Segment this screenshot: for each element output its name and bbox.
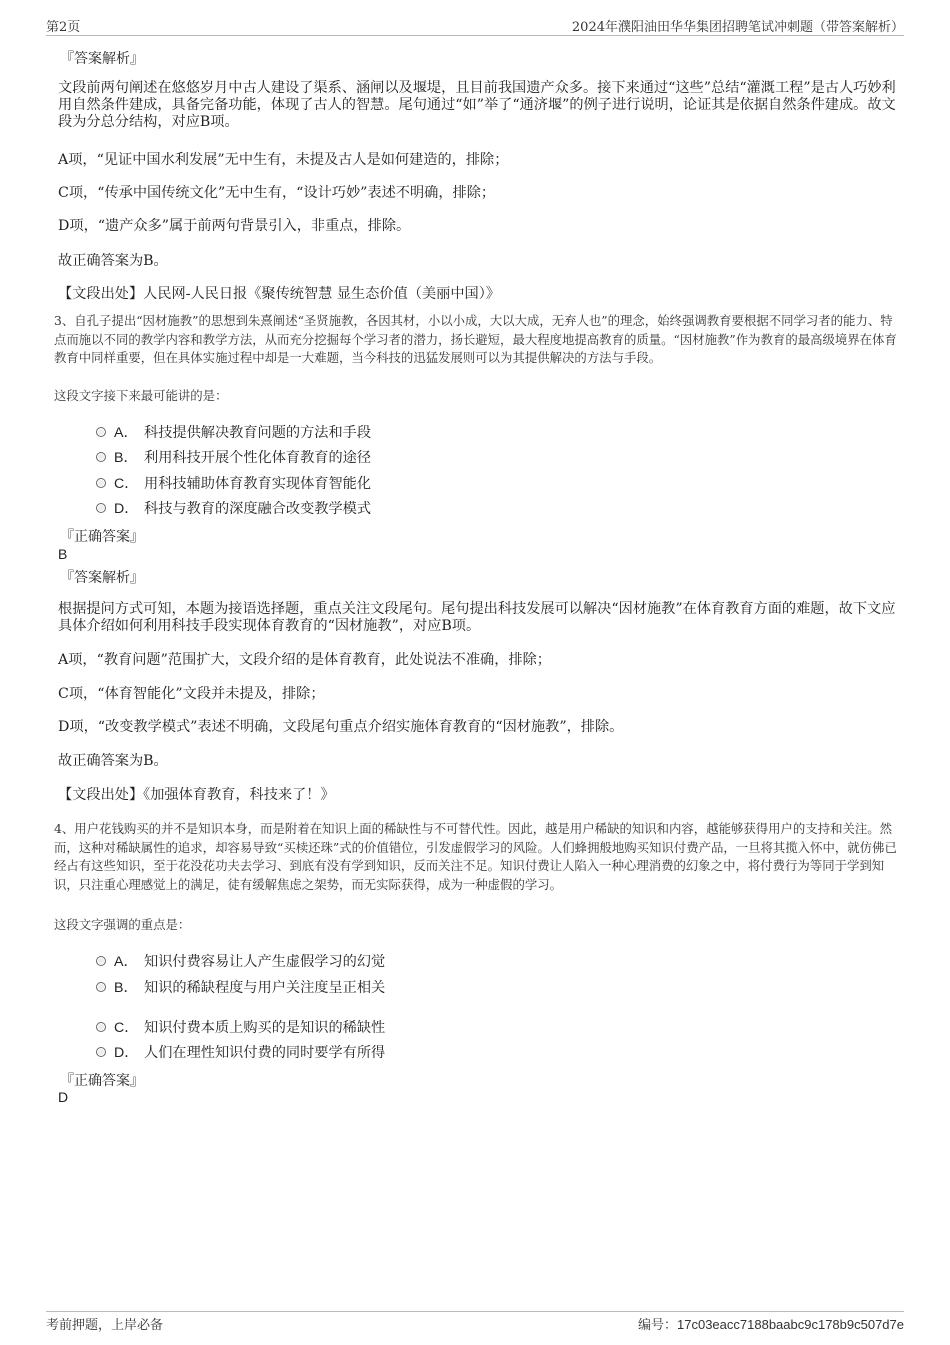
passage-source: 【文段出处】人民网-人民日报《聚传统智慧 显生态价值（美丽中国）》 — [58, 286, 501, 302]
analysis-option-a: A项，“教育问题”范围扩大，文段介绍的是体育教育，此处说法不准确，排除； — [58, 652, 551, 668]
analysis-option-a: A项，“见证中国水利发展”无中生有，未提及古人是如何建造的，排除； — [58, 152, 509, 168]
analysis-tag: 『答案解析』 — [60, 570, 144, 586]
correct-answer: D — [58, 1089, 69, 1105]
radio-button[interactable] — [96, 478, 106, 488]
analysis-paragraph: 根据提问方式可知，本题为接语选择题，重点关注文段尾句。尾句提出科技发展可以解决“因材施教”在体育教育方面的难题，故下文应具体介绍如何利用科技手段实现体育教育的“因材施教”，对应B项。 — [58, 601, 896, 634]
analysis-paragraph: 文段前两句阐述在悠悠岁月中古人建设了渠系、涵闸以及堰堤，且目前我国遗产众多。接下来通过“这些”总结“灌溉工程”是古人巧妙利用自然条件建成，具备完备功能，体现了古人的智慧。尾句通过“如”举了“通济堰”的例子进行说明，论证其是依据自然条件建成。故文段为分总分结构，对应B项。 — [58, 80, 896, 130]
analysis-option-c: C项，“传承中国传统文化”无中生有，“设计巧妙”表述不明确，排除； — [58, 185, 496, 201]
radio-button[interactable] — [96, 427, 106, 437]
question-4-prompt: 这段文字强调的重点是： — [54, 917, 191, 932]
page-header — [46, 16, 904, 34]
radio-button[interactable] — [96, 956, 106, 966]
analysis-conclusion: 故正确答案为B。 — [58, 753, 168, 769]
correct-answer: B — [58, 546, 68, 562]
analysis-conclusion: 故正确答案为B。 — [58, 253, 168, 269]
radio-button[interactable] — [96, 452, 106, 462]
correct-answer-tag: 『正确答案』 — [60, 529, 144, 545]
page-number: 第2页 — [46, 20, 81, 35]
radio-button[interactable] — [96, 1022, 106, 1032]
radio-button[interactable] — [96, 1047, 106, 1057]
question-4-option-b[interactable]: B． 知识的稀缺程度与用户关注度呈正相关 — [96, 977, 696, 997]
radio-button[interactable] — [96, 503, 106, 513]
question-3-prompt: 这段文字接下来最可能讲的是： — [54, 388, 228, 403]
question-3-option-a[interactable]: A． 科技提供解决教育问题的方法和手段 — [96, 422, 696, 442]
analysis-option-d: D项，“改变教学模式”表述不明确，文段尾句重点介绍实施体育教育的“因材施教”，排除。 — [58, 719, 624, 735]
document-code — [638, 1314, 904, 1333]
radio-button[interactable] — [96, 982, 106, 992]
code-value: 17c03eacc7188baabc9c178b9c507d7e — [677, 1317, 904, 1332]
question-4-option-c[interactable]: C． 知识付费本质上购买的是知识的稀缺性 — [96, 1017, 696, 1037]
question-3-option-d[interactable]: D． 科技与教育的深度融合改变教学模式 — [96, 498, 696, 518]
header-divider — [46, 35, 904, 36]
passage-source: 【文段出处】《加强体育教育，科技来了！》 — [58, 787, 335, 803]
question-4-text: 4、用户花钱购买的并不是知识本身，而是附着在知识上面的稀缺性与不可替代性。因此，越是用户稀缺的知识和内容，越能够获得用户的支持和关注。然而，这种对稀缺属性的追求，却容易导致“买椟还珠”式的价值错位，引发虚假学习的风险。人们蜂拥般地购买知识付费产品，一旦将其揽入怀中，就仿佛已经占有这些知识，至于花没花功夫去学习、到底有没有学到知识，反而关注不足。知识付费让人陷入一种心理消费的幻象之中，将付费行为等同于学到知识，只注重心理感觉上的满足，徒有缓解焦虑之架势，而无实际获得，成为一种虚假的学习。 — [54, 821, 897, 892]
footer-divider — [46, 1311, 904, 1312]
document-title: 2024年濮阳油田华华集团招聘笔试冲刺题（带答案解析） — [571, 20, 904, 35]
footer-slogan: 考前押题，上岸必备 — [46, 1318, 164, 1333]
question-3-option-c[interactable]: C． 用科技辅助体育教育实现体育智能化 — [96, 473, 696, 493]
correct-answer-tag: 『正确答案』 — [60, 1073, 144, 1089]
analysis-option-c: C项，“体育智能化”文段并未提及，排除； — [58, 686, 325, 702]
question-4-option-d[interactable]: D． 人们在理性知识付费的同时要学有所得 — [96, 1042, 696, 1062]
analysis-option-d: D项，“遗产众多”属于前两句背景引入，非重点，排除。 — [58, 218, 411, 234]
question-3-text: 3、自孔子提出“因材施教”的思想到朱熹阐述“圣贤施教，各因其材，小以小成，大以大成，无弃人也”的理念，始终强调教育要根据不同学习者的能力、特点而施以不同的教学内容和教学方法，从而充分挖掘每个学习者的潜力，扬长避短，最大程度地提高教育的质量。“因材施教”作为教育的最高级境界在体育教育中同样重要，但在具体实施过程中却是一大难题，当今科技的迅猛发展则可以为其提供解决的方法与手段。 — [54, 313, 897, 365]
analysis-tag: 『答案解析』 — [60, 51, 144, 67]
question-3-option-b[interactable]: B． 利用科技开展个性化体育教育的途径 — [96, 447, 696, 467]
question-4-option-a[interactable]: A． 知识付费容易让人产生虚假学习的幻觉 — [96, 951, 696, 971]
code-label: 编号： — [638, 1318, 678, 1333]
